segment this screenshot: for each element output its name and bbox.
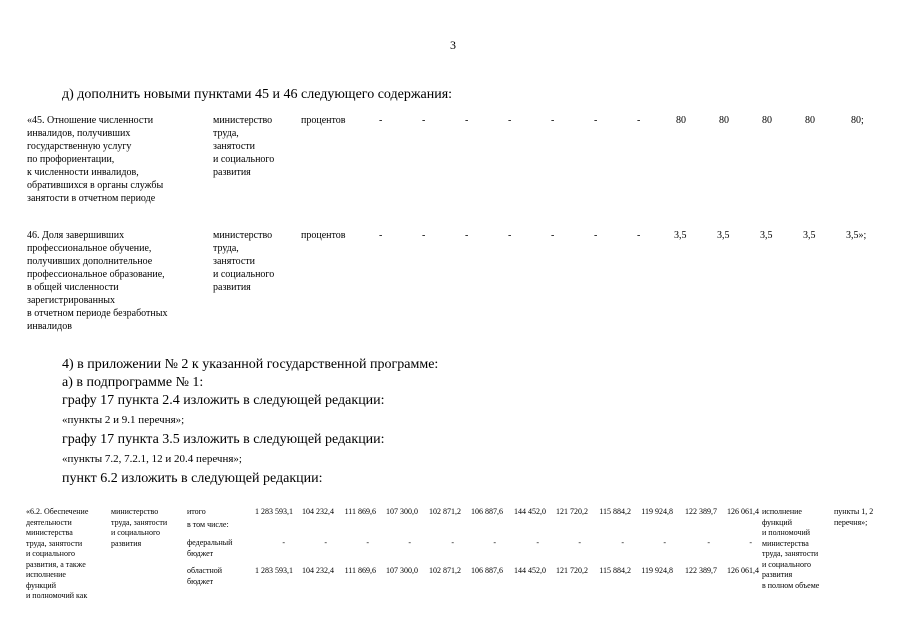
t62-federal-value-11: - xyxy=(707,538,710,547)
t62-federal-value-3: - xyxy=(366,538,369,547)
t62-federal-value-12: - xyxy=(749,538,752,547)
row45-dash-2: - xyxy=(422,115,426,126)
t62-federal-value-2: - xyxy=(324,538,327,547)
t62-regional-value-6: 106 887,6 xyxy=(471,566,503,575)
t62-federal-value-5: - xyxy=(451,538,454,547)
paragraph-a: а) в подпрограмме № 1: xyxy=(62,375,204,390)
row46-value-1: 3,5 xyxy=(674,230,687,241)
row46-dash-5: - xyxy=(551,230,555,241)
t62-total-value-8: 121 720,2 xyxy=(556,507,588,516)
t62-regional-value-2: 104 232,4 xyxy=(302,566,334,575)
t62-total-value-9: 115 884,2 xyxy=(599,507,631,516)
t62-total-value-3: 111 869,6 xyxy=(344,507,376,516)
t62-federal-value-7: - xyxy=(536,538,539,547)
row45-dash-6: - xyxy=(594,115,598,126)
row46-dash-7: - xyxy=(637,230,641,241)
t62-total-value-2: 104 232,4 xyxy=(302,507,334,516)
t62-responsible: министерство труда, занятости и социального развития xyxy=(111,507,168,548)
t62-regional-value-9: 115 884,2 xyxy=(599,566,631,575)
row45-name: «45. Отношение численности инвалидов, получивших государственную услугу по профориентации, к численности инвалидов, обратившихся в органы службы занятости в отчетном периоде xyxy=(27,115,164,204)
t62-regional-value-8: 121 720,2 xyxy=(556,566,588,575)
t62-total-value-5: 102 871,2 xyxy=(429,507,461,516)
row46-unit: процентов xyxy=(301,230,346,241)
t62-regional-value-5: 102 871,2 xyxy=(429,566,461,575)
row45-value-5: 80; xyxy=(851,115,864,126)
t62-result: исполнение функций и полномочий министерства труда, занятости и социального развития в полном объеме xyxy=(762,507,820,590)
row46-dash-1: - xyxy=(379,230,383,241)
row45-unit: процентов xyxy=(301,115,346,126)
row46-value-2: 3,5 xyxy=(717,230,730,241)
t62-total-value-4: 107 300,0 xyxy=(386,507,418,516)
t62-total-value-6: 106 887,6 xyxy=(471,507,503,516)
t62-link: пункты 1, 2 перечня»; xyxy=(834,507,874,527)
t62-regional-value-7: 144 452,0 xyxy=(514,566,546,575)
t62-total-value-7: 144 452,0 xyxy=(514,507,546,516)
t62-total-value-10: 119 924,8 xyxy=(641,507,673,516)
paragraph-column17-item35: графу 17 пункта 3.5 изложить в следующей редакции: xyxy=(62,432,385,447)
t62-federal-value-8: - xyxy=(578,538,581,547)
t62-regional-value-4: 107 300,0 xyxy=(386,566,418,575)
row46-name: 46. Доля завершивших профессиональное обучение, получивших дополнительное профессиональное образование, в общей численности зарегистрированных в отчетном периоде безработных инвалидов xyxy=(27,230,168,332)
t62-label-federal: федеральный бюджет xyxy=(187,538,233,558)
t62-regional-value-12: 126 061,4 xyxy=(727,566,759,575)
quote-item35: «пункты 7.2, 7.2.1, 12 и 20.4 перечня»; xyxy=(62,453,242,465)
t62-regional-value-11: 122 389,7 xyxy=(685,566,717,575)
t62-total-value-12: 126 061,4 xyxy=(727,507,759,516)
t62-name: «6.2. Обеспечение деятельности министерства труда, занятости и социального развития, а также исполнение функций и полномочий как xyxy=(26,507,89,600)
quote-item24: «пункты 2 и 9.1 перечня»; xyxy=(62,414,185,426)
row45-responsible: министерство труда, занятости и социального развития xyxy=(213,115,275,178)
t62-label-regional: областной бюджет xyxy=(187,566,223,586)
t62-regional-value-10: 119 924,8 xyxy=(641,566,673,575)
paragraph-item62: пункт 6.2 изложить в следующей редакции: xyxy=(62,471,323,486)
t62-total-value-11: 122 389,7 xyxy=(685,507,717,516)
row45-value-1: 80 xyxy=(676,115,686,126)
t62-label-including: в том числе: xyxy=(187,520,229,529)
row46-dash-2: - xyxy=(422,230,426,241)
t62-federal-value-4: - xyxy=(408,538,411,547)
row45-value-4: 80 xyxy=(805,115,815,126)
row46-dash-4: - xyxy=(508,230,512,241)
row46-value-3: 3,5 xyxy=(760,230,773,241)
paragraph-column17-item24: графу 17 пункта 2.4 изложить в следующей редакции: xyxy=(62,393,385,408)
paragraph-4: 4) в приложении № 2 к указанной государственной программе: xyxy=(62,357,439,372)
page-number: 3 xyxy=(450,38,456,52)
row46-responsible: министерство труда, занятости и социального развития xyxy=(213,230,275,293)
row45-dash-3: - xyxy=(465,115,469,126)
row45-value-2: 80 xyxy=(719,115,729,126)
t62-federal-value-1: - xyxy=(282,538,285,547)
row45-dash-4: - xyxy=(508,115,512,126)
intro-paragraph-d: д) дополнить новыми пунктами 45 и 46 следующего содержания: xyxy=(62,87,453,102)
row46-value-4: 3,5 xyxy=(803,230,816,241)
row45-value-3: 80 xyxy=(762,115,772,126)
t62-federal-value-9: - xyxy=(621,538,624,547)
row45-dash-7: - xyxy=(637,115,641,126)
row45-dash-5: - xyxy=(551,115,555,126)
t62-federal-value-10: - xyxy=(663,538,666,547)
t62-regional-value-1: 1 283 593,1 xyxy=(255,566,293,575)
t62-total-value-1: 1 283 593,1 xyxy=(255,507,293,516)
t62-label-total: итого xyxy=(187,507,206,516)
row46-dash-6: - xyxy=(594,230,598,241)
row45-dash-1: - xyxy=(379,115,383,126)
row46-dash-3: - xyxy=(465,230,469,241)
row46-value-5: 3,5»; xyxy=(846,230,867,241)
t62-regional-value-3: 111 869,6 xyxy=(344,566,376,575)
t62-federal-value-6: - xyxy=(493,538,496,547)
